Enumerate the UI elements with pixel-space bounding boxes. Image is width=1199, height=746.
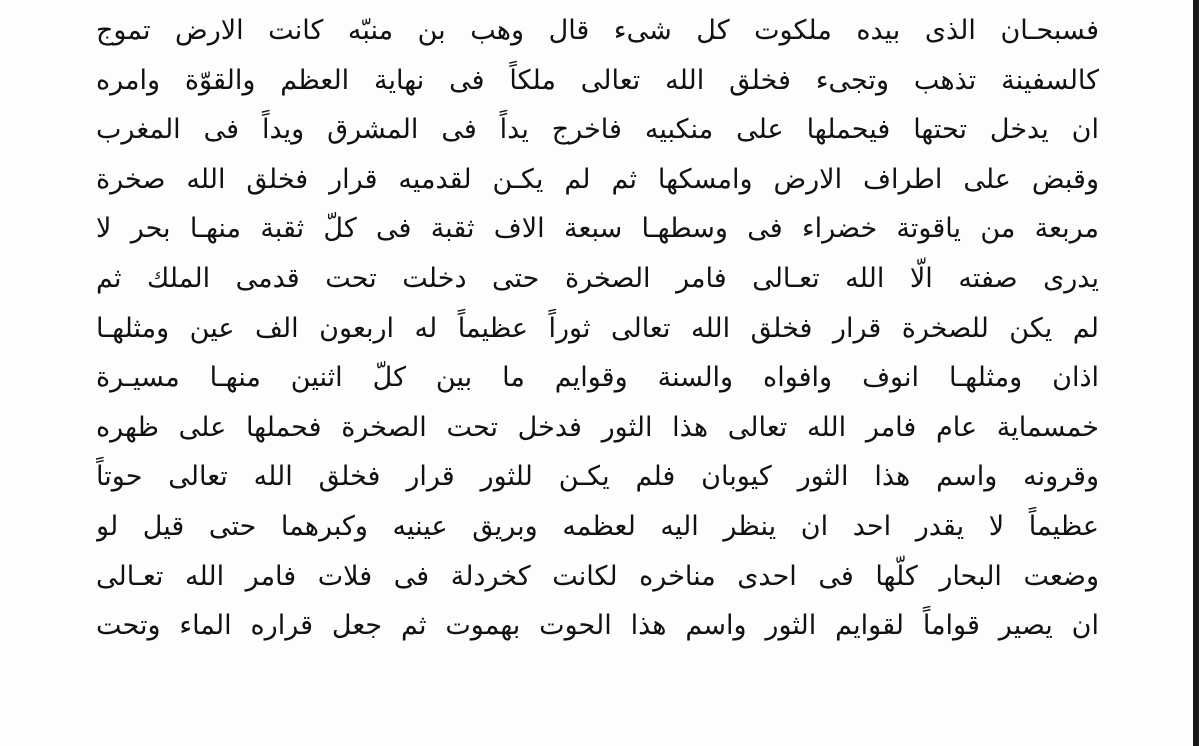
text-line-11: عظيماً لا يقدر احد ان ينظر اليه لعظمه وبريق عينيه وكبرهما حتى قيل لو: [96, 510, 1099, 542]
text-line-12: وضعت البحار كلّها فى احدى مناخره لكانت كخردلة فى فلات فامر الله تعـالى: [96, 560, 1099, 592]
text-line-7: لم يكن للصخرة قرار فخلق الله تعالى ثوراً عظيماً له اربعون الف عين ومثلهـا: [96, 312, 1099, 344]
page-edge-rule: [1193, 0, 1199, 746]
text-line-3: ان يدخل تحتها فيحملها على منكبيه فاخرج يداً فى المشرق ويداً فى المغرب: [96, 114, 1099, 146]
text-line-10: وقرونه واسم هذا الثور كيوبان فلم يكـن للثور قرار فخلق الله تعالى حوتاً: [96, 461, 1099, 493]
text-line-8: اذان ومثلهـا انوف وافواه والسنة وقوايم ما بين كلّ اثنين منهـا مسيـرة: [96, 362, 1099, 394]
text-line-13: ان يصير قواماً لقوايم الثور واسم هذا الحوت بهموت ثم جعل قراره الماء وتحت: [96, 610, 1099, 642]
text-line-5: مربعة من ياقوتة خضراء فى وسطهـا سبعة الاف ثقبة فى كلّ ثقبة منهـا بحر لا: [96, 213, 1099, 245]
text-line-2: كالسفينة تذهب وتجىء فخلق الله تعالى ملكاً فى نهاية العظم والقوّة وامره: [96, 64, 1099, 96]
text-line-9: خمسماية عام فامر الله تعالى هذا الثور فدخل تحت الصخرة فحملها على ظهره: [96, 411, 1099, 443]
text-line-6: يدرى صفته الّا الله تعـالى فامر الصخرة حتى دخلت تحت قدمى الملك ثم: [96, 262, 1099, 294]
text-line-1: فسبحـان الذى بيده ملكوت كل شىء قال وهب بن منبّه كانت الارض تموج: [96, 15, 1099, 46]
text-line-4: وقبض على اطراف الارض وامسكها ثم لم يكـن لقدميه قرار فخلق الله صخرة: [96, 163, 1099, 195]
arabic-text-block: [96, 6, 1099, 651]
